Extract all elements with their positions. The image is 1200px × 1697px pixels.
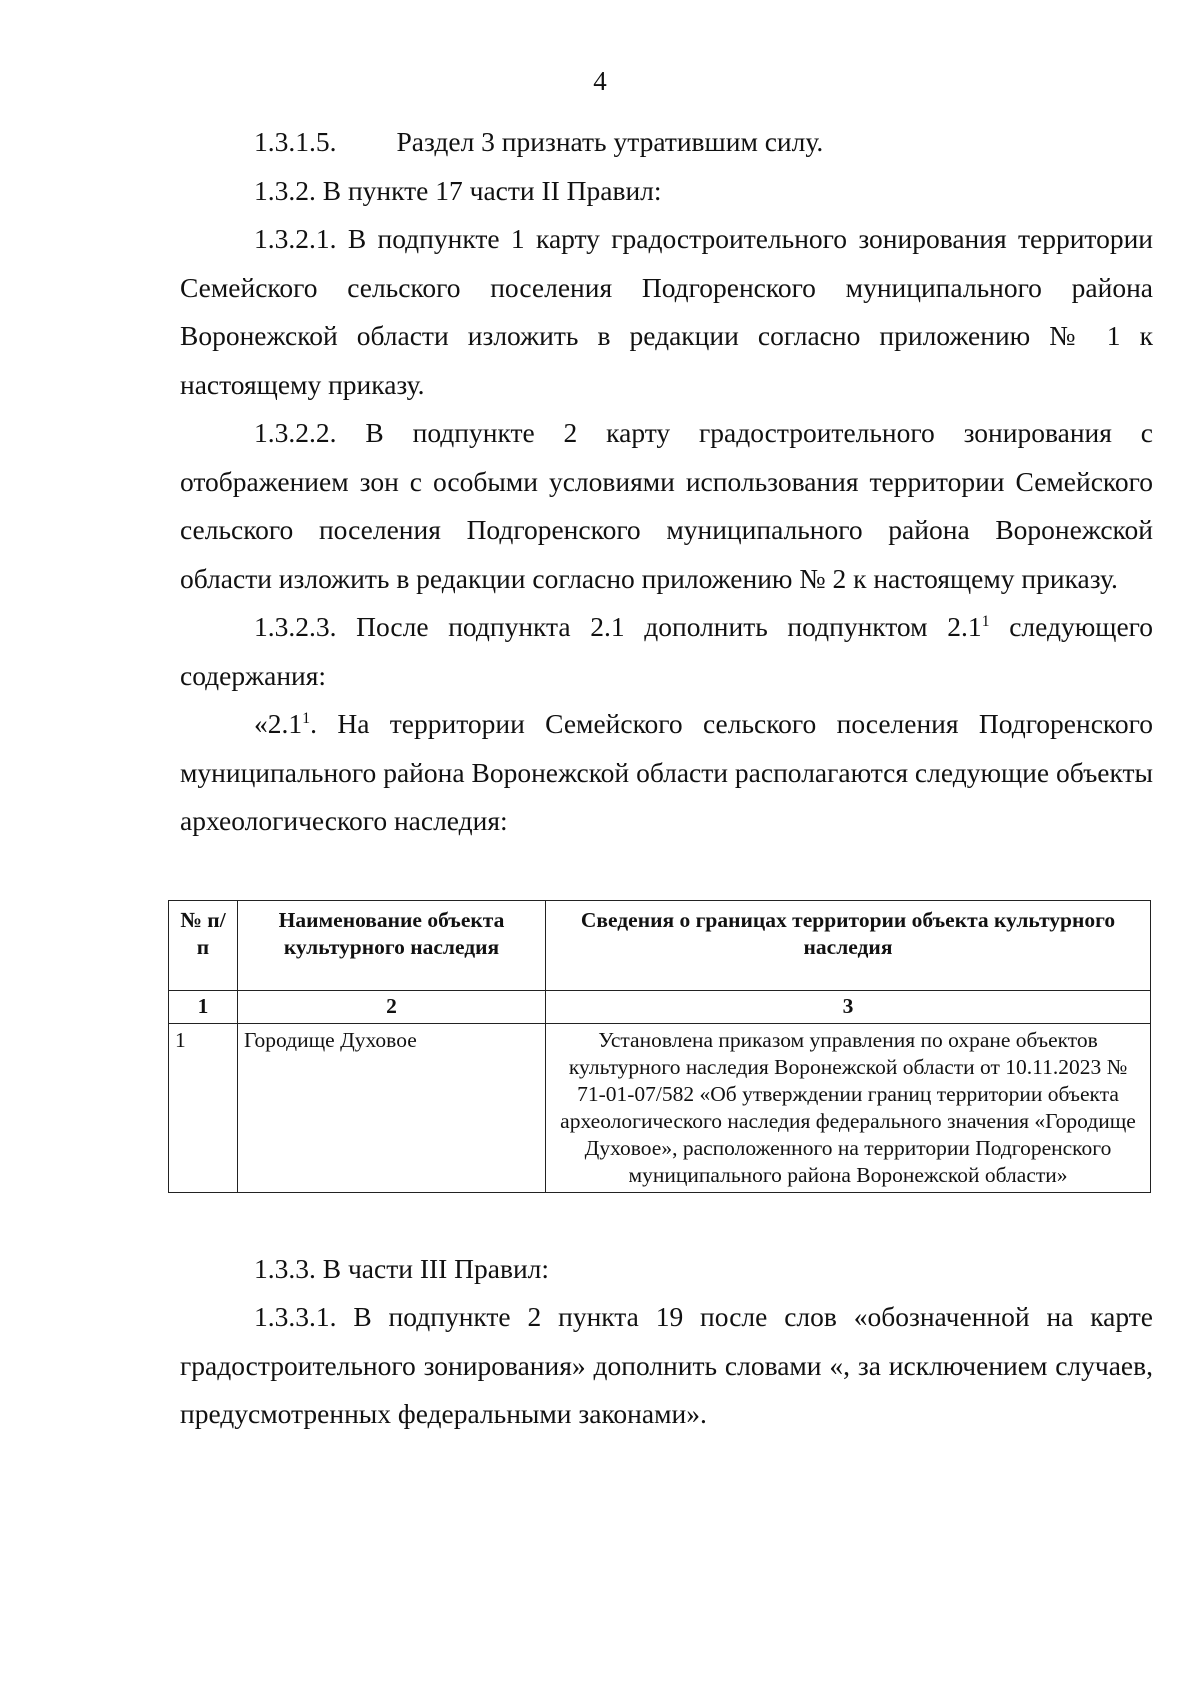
paragraph-1-3-2-1: 1.3.2.1. В подпункте 1 карту градостроительного зонирования территории Семейского сельского поселения Подгоренского муниципального района Воронежской области изложить в редакции согласно приложению № 1 к настоящему приказу. bbox=[180, 223, 1153, 400]
object-name: Городище Духовое bbox=[238, 1023, 546, 1192]
boundary-info: Установлена приказом управления по охране объектов культурного наследия Воронежской области от 10.11.2023 № 71-01-07/582 «Об утверждении границ территории объекта археологического наследия федерального значения «Городище Духовое», расположенного на территории Подгоренского муниципального района Воронежской области» bbox=[546, 1023, 1151, 1192]
paragraph-text: . На территории Семейского сельского поселения Подгоренского муниципального района Воронежской области располагаются следующие объекты археологического наследия: bbox=[180, 708, 1153, 836]
row-number: 1 bbox=[169, 1023, 238, 1192]
after-table-section bbox=[180, 1245, 1153, 1439]
table-row bbox=[169, 1023, 1151, 1192]
paragraph-text: «2.1 bbox=[254, 708, 303, 739]
paragraph-text: Раздел 3 признать утратившим силу. bbox=[396, 126, 824, 157]
heritage-objects-table bbox=[168, 900, 1151, 1193]
paragraph-2-1-1-quote bbox=[180, 700, 1153, 846]
heritage-table-wrapper bbox=[168, 900, 1151, 1193]
paragraph-1-3-3-1: 1.3.3.1. В подпункте 2 пункта 19 после слов «обозначенной на карте градостроительного зонирования» дополнить словами «, за исключением случаев, предусмотренных федеральными законами». bbox=[180, 1301, 1153, 1429]
section-number: 1.3.1.5. bbox=[254, 126, 337, 157]
page-number: 4 bbox=[593, 66, 607, 96]
paragraph-1-3-1-5 bbox=[180, 118, 1153, 167]
paragraph-text: следующего содержания: bbox=[180, 611, 1153, 691]
column-number-1: 1 bbox=[169, 990, 238, 1023]
column-number-row bbox=[169, 990, 1151, 1023]
table-header-row bbox=[169, 900, 1151, 990]
superscript: 1 bbox=[981, 612, 990, 630]
header-object-name: Наименование объекта культурного наследия bbox=[238, 900, 546, 990]
superscript: 1 bbox=[302, 709, 311, 727]
column-number-3: 3 bbox=[546, 990, 1151, 1023]
paragraph-1-3-3: 1.3.3. В части III Правил: bbox=[254, 1252, 550, 1284]
paragraph-1-3-2: 1.3.2. В пункте 17 части II Правил: bbox=[254, 174, 662, 206]
paragraph-1-3-2-2: 1.3.2.2. В подпункте 2 карту градостроительного зонирования с отображением зон с особыми условиями использования территории Семейского сельского поселения Подгоренского муниципального района Воронежской области изложить в редакции согласно приложению № 2 к настоящему приказу. bbox=[180, 417, 1153, 594]
paragraph-text: 1.3.2.3. После подпункта 2.1 дополнить подпунктом 2.1 bbox=[254, 611, 982, 642]
header-boundary-info: Сведения о границах территории объекта культурного наследия bbox=[546, 900, 1151, 990]
column-number-2: 2 bbox=[238, 990, 546, 1023]
document-body bbox=[175, 118, 1153, 1439]
header-number: № п/п bbox=[169, 900, 238, 990]
paragraph-1-3-2-3 bbox=[180, 603, 1153, 700]
